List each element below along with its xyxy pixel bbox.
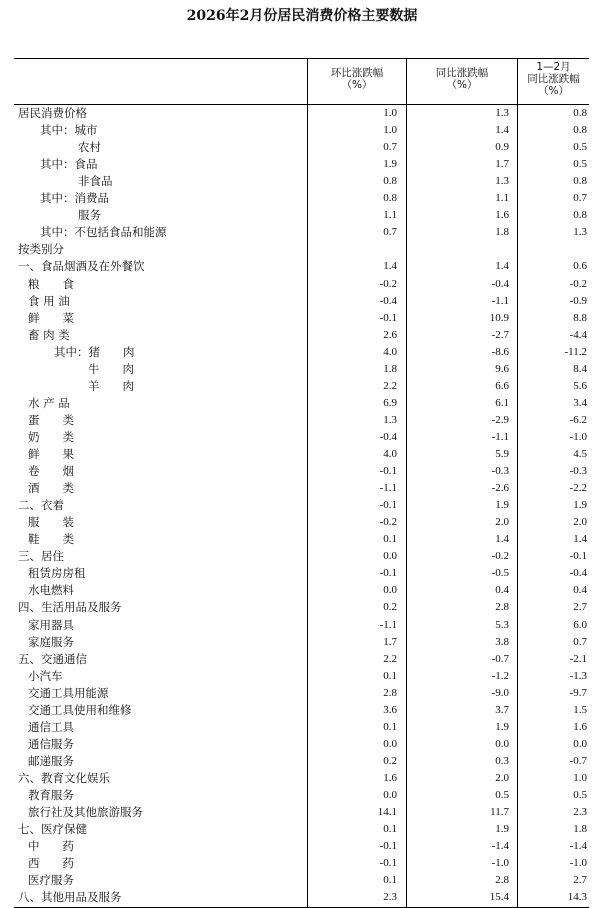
- row-label: 食 用 油: [28, 293, 70, 308]
- ytd-value: 0.8: [573, 124, 587, 137]
- mom-value: 14.1: [377, 806, 397, 819]
- table-row: [14, 872, 589, 889]
- ytd-value: 3.4: [573, 396, 587, 409]
- mom-value: -0.1: [379, 465, 397, 478]
- row-label: 服务: [78, 208, 101, 223]
- table-row: [14, 804, 589, 821]
- yoy-value: 1.4: [495, 260, 509, 273]
- ytd-value: 0.0: [573, 737, 587, 750]
- ytd-value: 0.8: [573, 107, 587, 119]
- header-mom-label: 环比涨跌幅: [330, 67, 384, 79]
- row-label: 中 药: [28, 839, 74, 854]
- table-row: [14, 378, 589, 395]
- table-row: [14, 497, 589, 514]
- ytd-value: 2.3: [573, 806, 587, 819]
- table-row: [14, 514, 589, 531]
- table-row: [14, 753, 589, 770]
- mom-value: 2.8: [383, 686, 397, 699]
- table-row: [14, 685, 589, 702]
- yoy-value: 3.8: [495, 635, 509, 648]
- yoy-value: 15.4: [489, 891, 509, 904]
- yoy-value: 0.0: [495, 737, 509, 750]
- mom-value: 1.0: [383, 124, 397, 137]
- mom-value: 1.7: [383, 635, 397, 648]
- ytd-value: 0.4: [573, 584, 587, 597]
- yoy-value: -8.6: [491, 345, 509, 358]
- mom-value: -0.2: [379, 277, 397, 290]
- header-yoy-unit: （%）: [446, 79, 478, 91]
- mom-value: 0.0: [383, 789, 397, 801]
- ytd-value: -0.9: [569, 294, 587, 307]
- header-ytd-unit: （%）: [538, 85, 569, 97]
- yoy-value: 10.9: [489, 311, 509, 324]
- table-row: [14, 736, 589, 753]
- yoy-value: 1.1: [495, 192, 509, 205]
- ytd-value: -1.4: [569, 840, 587, 853]
- row-label: 鲜 果: [28, 447, 74, 461]
- mom-value: 2.2: [383, 379, 397, 392]
- yoy-value: 5.3: [495, 618, 509, 631]
- table-row: [14, 122, 589, 139]
- row-label: 粮 食: [28, 276, 74, 291]
- yoy-value: 0.9: [495, 141, 509, 154]
- yoy-value: 5.9: [495, 448, 509, 460]
- mom-value: 4.0: [383, 345, 397, 358]
- mom-value: 4.0: [383, 448, 397, 460]
- row-label: 医疗服务: [28, 873, 74, 888]
- table-row: [14, 190, 589, 207]
- row-label: 畜 肉 类: [28, 327, 70, 342]
- row-label: 奶 类: [28, 429, 74, 444]
- header-ytd-period: 1—2月: [536, 61, 571, 73]
- table-row: [14, 889, 589, 906]
- table-row: [14, 702, 589, 719]
- table-row: [14, 668, 589, 685]
- mom-value: -0.1: [379, 857, 397, 870]
- ytd-value: -2.1: [569, 652, 587, 665]
- row-label: 其中：猪 肉: [54, 344, 135, 359]
- row-label: 牛 肉: [88, 361, 134, 376]
- ytd-value: 8.4: [573, 362, 587, 375]
- yoy-value: -2.9: [491, 413, 509, 426]
- table-row: [14, 548, 589, 565]
- row-label: 其中：不包括食品和能源: [40, 225, 167, 240]
- table-row: [14, 207, 589, 224]
- table-row: [14, 241, 589, 258]
- ytd-value: 6.0: [573, 618, 587, 631]
- table-row: [14, 634, 589, 651]
- ytd-value: -9.7: [569, 686, 587, 699]
- row-label: 教育服务: [28, 788, 74, 802]
- table-row: [14, 173, 589, 190]
- ytd-value: -0.3: [569, 465, 587, 478]
- mom-value: -1.1: [379, 618, 397, 631]
- ytd-value: -1.0: [569, 430, 587, 443]
- header-yoy-label: 同比涨跌幅: [435, 67, 489, 79]
- mom-value: -0.2: [379, 516, 397, 529]
- row-label: 三、居住: [18, 549, 64, 564]
- row-label: 一、食品烟酒及在外餐饮: [18, 259, 145, 274]
- row-label: 通信服务: [28, 736, 74, 751]
- yoy-value: 2.0: [495, 516, 509, 529]
- table-row: [14, 429, 589, 446]
- table-row: [14, 310, 589, 327]
- yoy-value: 1.6: [495, 209, 509, 222]
- yoy-value: 1.7: [495, 158, 509, 171]
- ytd-value: 8.8: [573, 311, 587, 324]
- yoy-value: 2.8: [495, 874, 509, 887]
- ytd-value: 14.3: [567, 891, 587, 904]
- table-row: [14, 480, 589, 497]
- table-row: [14, 599, 589, 616]
- header-ytd-change: [518, 61, 589, 97]
- ytd-value: -1.0: [569, 857, 587, 870]
- ytd-value: 2.7: [573, 874, 587, 887]
- table-row: [14, 327, 589, 344]
- row-label: 二、衣着: [18, 498, 64, 513]
- yoy-value: -0.7: [491, 652, 509, 665]
- ytd-value: 0.5: [573, 141, 587, 154]
- table-row: [14, 617, 589, 634]
- mom-value: 1.3: [383, 413, 397, 426]
- yoy-value: -0.4: [491, 277, 509, 290]
- table-row: [14, 787, 589, 804]
- table-row: [14, 719, 589, 736]
- yoy-value: 1.4: [495, 124, 509, 137]
- mom-value: [309, 241, 397, 258]
- row-label: 其中：消费品: [40, 191, 109, 206]
- ytd-value: [519, 241, 587, 258]
- yoy-value: -1.0: [491, 857, 509, 870]
- row-label: 七、医疗保健: [18, 822, 87, 837]
- table-top-border: [14, 58, 589, 59]
- row-label: 鞋 类: [28, 532, 74, 547]
- mom-value: 0.1: [383, 533, 397, 546]
- ytd-value: -11.2: [564, 345, 587, 358]
- yoy-value: 3.7: [495, 703, 509, 716]
- yoy-value: 2.0: [495, 771, 509, 784]
- ytd-value: 2.7: [573, 601, 587, 614]
- table-row: [14, 105, 589, 122]
- table-row: [14, 770, 589, 787]
- ytd-value: 0.6: [573, 260, 587, 273]
- row-label: 小汽车: [28, 668, 63, 683]
- yoy-value: 0.3: [495, 754, 509, 767]
- mom-value: -0.1: [379, 840, 397, 853]
- yoy-value: -0.3: [491, 465, 509, 478]
- row-label: 西 药: [28, 856, 74, 871]
- yoy-value: 6.1: [495, 396, 509, 409]
- row-label: 旅行社及其他旅游服务: [28, 805, 143, 820]
- mom-value: -0.4: [379, 294, 397, 307]
- ytd-value: -0.2: [569, 277, 587, 290]
- mom-value: 2.3: [383, 891, 397, 904]
- row-label: 交通工具用能源: [28, 685, 109, 700]
- mom-value: 1.6: [383, 771, 397, 784]
- yoy-value: 1.9: [495, 823, 509, 836]
- ytd-value: 1.4: [573, 533, 587, 546]
- mom-value: -0.4: [379, 430, 397, 443]
- yoy-value: 2.8: [495, 601, 509, 614]
- table-row: [14, 258, 589, 275]
- yoy-value: 1.4: [495, 533, 509, 546]
- mom-value: 0.1: [383, 720, 397, 733]
- mom-value: 1.8: [383, 362, 397, 375]
- ytd-value: 0.8: [573, 175, 587, 188]
- row-label: 水电燃料: [28, 583, 74, 598]
- yoy-value: 0.5: [495, 789, 509, 801]
- yoy-value: 1.8: [495, 226, 509, 239]
- table-row: [14, 344, 589, 361]
- table-row: [14, 582, 589, 599]
- mom-value: 0.0: [383, 550, 397, 563]
- mom-value: 1.9: [383, 158, 397, 171]
- row-label: 其中：食品: [40, 157, 98, 172]
- yoy-value: 9.6: [495, 362, 509, 375]
- mom-value: 0.2: [383, 754, 397, 767]
- row-label: 邮递服务: [28, 753, 74, 768]
- row-label: 四、生活用品及服务: [18, 600, 122, 615]
- mom-value: -1.1: [379, 482, 397, 495]
- table-row: [14, 156, 589, 173]
- mom-value: 0.2: [383, 601, 397, 614]
- row-label: 家庭服务: [28, 634, 74, 649]
- ytd-value: 0.7: [573, 192, 587, 205]
- mom-value: 0.8: [383, 192, 397, 205]
- row-label: 农村: [78, 140, 101, 155]
- table-row: [14, 276, 589, 293]
- row-label: 五、交通通信: [18, 651, 87, 666]
- ytd-value: -0.7: [569, 754, 587, 767]
- ytd-value: 2.0: [573, 516, 587, 529]
- mom-value: 3.6: [383, 703, 397, 716]
- mom-value: 0.1: [383, 874, 397, 887]
- mom-value: 0.1: [383, 669, 397, 682]
- ytd-value: 5.6: [573, 379, 587, 392]
- yoy-value: 1.9: [495, 720, 509, 733]
- header-yoy-change: [407, 67, 517, 91]
- table-row: [14, 361, 589, 378]
- yoy-value: 6.6: [495, 379, 509, 392]
- mom-value: 0.0: [383, 584, 397, 597]
- mom-value: 0.7: [383, 141, 397, 154]
- table-row: [14, 838, 589, 855]
- row-label: 六、教育文化娱乐: [18, 770, 110, 785]
- table-row: [14, 531, 589, 548]
- row-label: 其中：城市: [40, 123, 98, 138]
- mom-value: 0.0: [383, 737, 397, 750]
- mom-value: 0.7: [383, 226, 397, 239]
- page-title: 2026年2月份居民消费价格主要数据: [186, 8, 418, 24]
- table-row: [14, 395, 589, 412]
- row-label: 酒 类: [28, 481, 74, 496]
- ytd-value: 1.5: [573, 703, 587, 716]
- table-row: [14, 412, 589, 429]
- mom-value: 1.0: [383, 107, 397, 119]
- yoy-value: 1.3: [495, 175, 509, 188]
- header-mom-change: [308, 67, 406, 91]
- table-row: [14, 224, 589, 241]
- yoy-value: -0.2: [491, 550, 509, 563]
- row-label: 蛋 类: [28, 412, 74, 427]
- row-label: 鲜 菜: [28, 310, 74, 325]
- mom-value: 0.8: [383, 175, 397, 188]
- row-label: 服 装: [28, 515, 74, 530]
- row-label: 非食品: [78, 174, 113, 189]
- mom-value: 0.1: [383, 823, 397, 836]
- mom-value: -0.1: [379, 499, 397, 512]
- mom-value: 1.1: [383, 209, 397, 222]
- ytd-value: -2.2: [569, 482, 587, 495]
- ytd-value: -6.2: [569, 413, 587, 426]
- yoy-value: -1.1: [491, 430, 509, 443]
- ytd-value: 1.6: [573, 720, 587, 733]
- table-row: [14, 855, 589, 872]
- ytd-value: 4.5: [573, 448, 587, 460]
- ytd-value: -0.4: [569, 567, 587, 580]
- table-row: [14, 565, 589, 582]
- ytd-value: 0.7: [573, 635, 587, 648]
- mom-value: 6.9: [383, 396, 397, 409]
- ytd-value: -1.3: [569, 669, 587, 682]
- yoy-value: 1.9: [495, 499, 509, 512]
- mom-value: 2.6: [383, 328, 397, 341]
- yoy-value: -2.6: [491, 482, 509, 495]
- header-ytd-label: 同比涨跌幅: [527, 73, 580, 85]
- ytd-value: 1.8: [573, 823, 587, 836]
- yoy-value: [408, 241, 509, 258]
- ytd-value: -0.1: [569, 550, 587, 563]
- table-row: [14, 446, 589, 463]
- yoy-value: 1.3: [495, 107, 509, 119]
- yoy-value: -1.4: [491, 840, 509, 853]
- yoy-value: -2.7: [491, 328, 509, 341]
- yoy-value: 0.4: [495, 584, 509, 597]
- mom-value: -0.1: [379, 311, 397, 324]
- row-label: 卷 烟: [28, 464, 74, 479]
- table-row: [14, 463, 589, 480]
- mom-value: 2.2: [383, 652, 397, 665]
- mom-value: 1.4: [383, 260, 397, 273]
- row-label: 水 产 品: [28, 395, 70, 410]
- row-label: 通信工具: [28, 719, 74, 734]
- yoy-value: -1.2: [491, 669, 509, 682]
- row-label: 居民消费价格: [18, 106, 87, 120]
- yoy-value: -9.0: [491, 686, 509, 699]
- table-row: [14, 821, 589, 838]
- table-row: [14, 293, 589, 310]
- table-row: [14, 139, 589, 156]
- row-label: 租赁房房租: [28, 566, 86, 581]
- ytd-value: 0.5: [573, 158, 587, 171]
- header-mom-unit: （%）: [341, 79, 373, 91]
- row-label: 羊 肉: [88, 378, 134, 393]
- row-label: 按类别分: [18, 242, 64, 257]
- yoy-value: -1.1: [491, 294, 509, 307]
- ytd-value: 0.8: [573, 209, 587, 222]
- ytd-value: 1.0: [573, 771, 587, 784]
- yoy-value: -0.5: [491, 567, 509, 580]
- yoy-value: 11.7: [490, 806, 509, 819]
- row-label: 交通工具使用和维修: [28, 702, 132, 717]
- ytd-value: -4.4: [569, 328, 587, 341]
- ytd-value: 1.3: [573, 226, 587, 239]
- ytd-value: 0.5: [573, 789, 587, 801]
- table-row: [14, 651, 589, 668]
- mom-value: -0.1: [379, 567, 397, 580]
- row-label: 八、其他用品及服务: [18, 890, 122, 905]
- row-label: 家用器具: [28, 617, 74, 632]
- ytd-value: 1.9: [573, 499, 587, 512]
